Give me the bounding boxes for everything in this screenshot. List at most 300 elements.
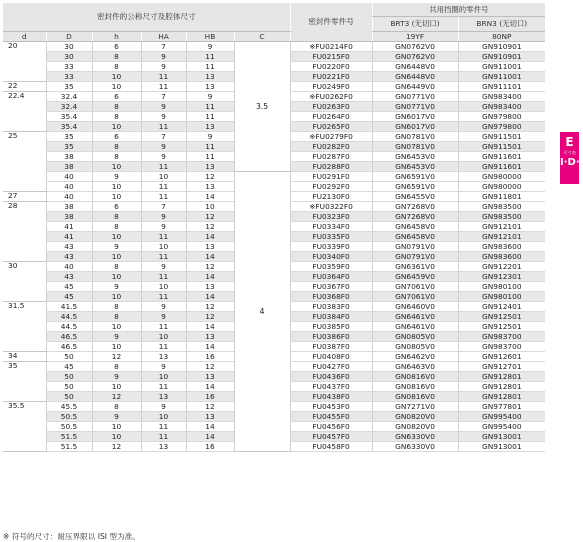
cell-brt3: GN6017V0 <box>372 122 458 132</box>
cell-ha: 9 <box>141 152 186 162</box>
cell-brn3: GN912501 <box>458 322 545 332</box>
cell-hb: 14 <box>186 232 234 242</box>
cell-d <box>3 382 46 392</box>
cell-d <box>3 292 46 302</box>
cell-hb: 10 <box>186 202 234 212</box>
cell-brn3: GN912701 <box>458 362 545 372</box>
cell-D: 51.5 <box>46 442 92 452</box>
col-d: d <box>3 32 46 42</box>
cell-part-no: FU0367F0 <box>290 282 372 292</box>
cell-hb: 16 <box>186 442 234 452</box>
cell-hb: 12 <box>186 402 234 412</box>
cell-ha: 13 <box>141 392 186 402</box>
cell-ha: 9 <box>141 62 186 72</box>
cell-brt3: GN6462V0 <box>372 352 458 362</box>
cell-D: 40 <box>46 172 92 182</box>
cell-D: 51.5 <box>46 432 92 442</box>
cell-ha: 11 <box>141 82 186 92</box>
cell-brn3: GN910901 <box>458 52 545 62</box>
cell-ha: 9 <box>141 52 186 62</box>
cell-part-no: FU0437F0 <box>290 382 372 392</box>
cell-D: 40 <box>46 262 92 272</box>
cell-hb: 9 <box>186 42 234 52</box>
cell-hb: 12 <box>186 262 234 272</box>
cell-part-no: FU0387F0 <box>290 342 372 352</box>
cell-D: 50 <box>46 352 92 362</box>
cell-d: 22 <box>3 82 46 92</box>
cell-h: 10 <box>92 432 141 442</box>
cell-d <box>3 232 46 242</box>
cell-brn3: GN983600 <box>458 242 545 252</box>
cell-D: 38 <box>46 152 92 162</box>
cell-part-no: FU0263F0 <box>290 102 372 112</box>
cell-part-no: FU0427F0 <box>290 362 372 372</box>
cell-D: 30 <box>46 52 92 62</box>
cell-brn3: GN911601 <box>458 162 545 172</box>
cell-D: 38 <box>46 202 92 212</box>
cell-brt3: GN7268V0 <box>372 212 458 222</box>
cell-brn3: GN912801 <box>458 382 545 392</box>
cell-brt3: GN6461V0 <box>372 312 458 322</box>
cell-part-no: FU0438F0 <box>290 392 372 402</box>
col-h: h <box>92 32 141 42</box>
cell-D: 30 <box>46 42 92 52</box>
cell-brn3: GN980100 <box>458 282 545 292</box>
cell-brt3: GN7271V0 <box>372 402 458 412</box>
col-D: D <box>46 32 92 42</box>
cell-d: 35.5 <box>8 401 25 410</box>
cell-D: 46.5 <box>46 342 92 352</box>
cell-part-no: FU2130F0 <box>290 192 372 202</box>
cell-part-no: FU0453F0 <box>290 402 372 412</box>
cell-brt3: GN0816V0 <box>372 392 458 402</box>
cell-D: 43 <box>46 242 92 252</box>
cell-part-no: FU0292F0 <box>290 182 372 192</box>
cell-part-no: FU0383F0 <box>290 302 372 312</box>
cell-h: 8 <box>92 52 141 62</box>
cell-part-no: FU0458F0 <box>290 442 372 452</box>
cell-brt3: GN7268V0 <box>372 202 458 212</box>
cell-h: 9 <box>92 332 141 342</box>
cell-ha: 9 <box>141 262 186 272</box>
brn3-header: BRN3 (无切口) <box>458 17 545 32</box>
cell-h: 12 <box>92 392 141 402</box>
cell-brt3: GN0816V0 <box>372 372 458 382</box>
cell-h: 9 <box>92 242 141 252</box>
cell-hb: 13 <box>186 412 234 422</box>
cell-hb: 14 <box>186 292 234 302</box>
cell-D: 35 <box>46 132 92 142</box>
cell-hb: 16 <box>186 352 234 362</box>
cell-D: 40 <box>46 182 92 192</box>
cell-d <box>3 272 46 282</box>
cell-ha: 11 <box>141 422 186 432</box>
cell-part-no: FU0323F0 <box>290 212 372 222</box>
cell-d <box>3 312 46 322</box>
cell-part-no: FU0288F0 <box>290 162 372 172</box>
cell-D: 43 <box>46 272 92 282</box>
cell-hb: 13 <box>186 332 234 342</box>
cell-ha: 11 <box>141 162 186 172</box>
cell-ha: 11 <box>141 432 186 442</box>
cell-ha: 9 <box>141 402 186 412</box>
cell-hb: 13 <box>186 82 234 92</box>
cell-brn3: GN913001 <box>458 432 545 442</box>
cell-d <box>3 102 46 112</box>
cell-hb: 13 <box>186 162 234 172</box>
cell-D: 33 <box>46 72 92 82</box>
cell-D: 41 <box>46 222 92 232</box>
cell-D: 35 <box>46 82 92 92</box>
cell-D: 50 <box>46 372 92 382</box>
cell-h: 6 <box>92 132 141 142</box>
cell-d: 27 <box>3 192 46 202</box>
cell-D: 35.4 <box>46 122 92 132</box>
cell-h: 10 <box>92 192 141 202</box>
col-HB: HB <box>186 32 234 42</box>
cell-brt3: GN6455V0 <box>372 192 458 202</box>
cell-ha: 11 <box>141 272 186 282</box>
cell-d <box>3 282 46 292</box>
cell-h: 9 <box>92 412 141 422</box>
cell-h: 8 <box>92 152 141 162</box>
cell-d <box>3 182 46 192</box>
cell-D: 50.5 <box>46 412 92 422</box>
cell-d <box>3 162 46 172</box>
cell-part-no: ※FU0214F0 <box>290 42 372 52</box>
cell-d <box>3 252 46 262</box>
cell-d <box>3 112 46 122</box>
cell-ha: 9 <box>141 212 186 222</box>
cell-hb: 11 <box>186 112 234 122</box>
section-code: I·D·I <box>560 157 583 168</box>
cell-hb: 11 <box>186 62 234 72</box>
cell-ha: 10 <box>141 282 186 292</box>
cell-h: 10 <box>92 122 141 132</box>
cell-h: 8 <box>92 212 141 222</box>
cell-d <box>3 52 46 62</box>
cell-h: 6 <box>92 92 141 102</box>
cell-part-no: ※FU0262F0 <box>290 92 372 102</box>
cell-h: 10 <box>92 382 141 392</box>
cell-ha: 11 <box>141 322 186 332</box>
dimension-table <box>3 3 545 452</box>
cell-ha: 11 <box>141 292 186 302</box>
footnote: ※ 符号的尺寸：耐压界限以 ISI 型为准。 <box>3 532 140 541</box>
cell-ha: 9 <box>141 362 186 372</box>
cell-d <box>3 122 46 132</box>
dims-header: 密封件的公称尺寸及腔体尺寸 <box>3 3 290 32</box>
cell-brt3: GN7061V0 <box>372 292 458 302</box>
cell-brn3: GN911601 <box>458 152 545 162</box>
cell-brn3: GN912201 <box>458 262 545 272</box>
cell-brt3: GN6458V0 <box>372 232 458 242</box>
cell-brt3: GN0791V0 <box>372 252 458 262</box>
section-letter: E <box>565 135 574 149</box>
cell-h: 8 <box>92 222 141 232</box>
cell-hb: 12 <box>186 312 234 322</box>
cell-ha: 11 <box>141 232 186 242</box>
cell-D: 45 <box>46 282 92 292</box>
cell-ha: 7 <box>141 42 186 52</box>
cell-d <box>3 72 46 82</box>
table-row <box>3 172 545 182</box>
cell-D: 41 <box>46 232 92 242</box>
cell-brn3: GN977801 <box>458 402 545 412</box>
cell-h: 8 <box>92 362 141 372</box>
cell-brt3: GN6591V0 <box>372 172 458 182</box>
cell-brt3: GN6460V0 <box>372 302 458 312</box>
cell-h: 10 <box>92 272 141 282</box>
cell-ha: 9 <box>141 112 186 122</box>
cell-brt3: GN6449V0 <box>372 82 458 92</box>
cell-ha: 10 <box>141 412 186 422</box>
cell-hb: 12 <box>186 212 234 222</box>
cell-ha: 7 <box>141 132 186 142</box>
cell-brt3: GN7061V0 <box>372 282 458 292</box>
cell-D: 38 <box>46 162 92 172</box>
cell-part-no: FU0384F0 <box>290 312 372 322</box>
cell-d: 25 <box>8 131 18 140</box>
cell-ha: 10 <box>141 172 186 182</box>
cell-d <box>3 332 46 342</box>
cell-h: 10 <box>92 162 141 172</box>
cell-part-no: FU0265F0 <box>290 122 372 132</box>
cell-ha: 13 <box>141 352 186 362</box>
cell-d <box>3 142 46 152</box>
cell-brt3: GN0762V0 <box>372 52 458 62</box>
cell-brn3: GN995400 <box>458 422 545 432</box>
cell-part-no: FU0291F0 <box>290 172 372 182</box>
cell-brt3: GN6591V0 <box>372 182 458 192</box>
cell-hb: 12 <box>186 362 234 372</box>
compat-header: 共用挡圈的零件号 <box>372 3 545 17</box>
cell-part-no: FU0455F0 <box>290 412 372 422</box>
cell-hb: 14 <box>186 382 234 392</box>
cell-h: 9 <box>92 372 141 382</box>
cell-part-no: FU0386F0 <box>290 332 372 342</box>
cell-D: 50.5 <box>46 422 92 432</box>
cell-h: 8 <box>92 262 141 272</box>
cell-part-no: FU0334F0 <box>290 222 372 232</box>
cell-brt3: GN0762V0 <box>372 42 458 52</box>
cell-brt3: GN0781V0 <box>372 142 458 152</box>
cell-brn3: GN912101 <box>458 232 545 242</box>
cell-part-no: FU0339F0 <box>290 242 372 252</box>
cell-d <box>3 422 46 432</box>
cell-brn3: GN912501 <box>458 312 545 322</box>
cell-h: 8 <box>92 112 141 122</box>
cell-D: 41.5 <box>46 302 92 312</box>
cell-brn3: GN983500 <box>458 202 545 212</box>
cell-hb: 11 <box>186 142 234 152</box>
cell-h: 10 <box>92 72 141 82</box>
cell-d: 28 <box>8 201 18 210</box>
cell-brn3: GN912401 <box>458 302 545 312</box>
cell-d <box>3 152 46 162</box>
cell-D: 33 <box>46 62 92 72</box>
cell-part-no: FU0385F0 <box>290 322 372 332</box>
cell-hb: 12 <box>186 302 234 312</box>
cell-h: 10 <box>92 82 141 92</box>
cell-brt3: GN0820V0 <box>372 422 458 432</box>
cell-hb: 13 <box>186 242 234 252</box>
section-tab <box>560 132 583 184</box>
col-C: C <box>234 32 290 42</box>
cell-part-no: ※FU0279F0 <box>290 132 372 142</box>
cell-brn3: GN911001 <box>458 72 545 82</box>
cell-h: 8 <box>92 402 141 412</box>
cell-brn3: GN983600 <box>458 252 545 262</box>
cell-part-no: FU0335F0 <box>290 232 372 242</box>
cell-brn3: GN980100 <box>458 292 545 302</box>
cell-brt3: GN6330V0 <box>372 432 458 442</box>
col-HA: HA <box>141 32 186 42</box>
cell-hb: 11 <box>186 52 234 62</box>
cell-brn3: GN911101 <box>458 82 545 92</box>
cell-D: 32.4 <box>46 92 92 102</box>
cell-brt3: GN0791V0 <box>372 242 458 252</box>
cell-brt3: GN6453V0 <box>372 162 458 172</box>
cell-hb: 9 <box>186 132 234 142</box>
cell-brt3: GN6459V0 <box>372 272 458 282</box>
cell-h: 9 <box>92 172 141 182</box>
cell-hb: 14 <box>186 192 234 202</box>
cell-brn3: GN912801 <box>458 372 545 382</box>
cell-brt3: GN0805V0 <box>372 342 458 352</box>
cell-hb: 14 <box>186 322 234 332</box>
cell-hb: 11 <box>186 102 234 112</box>
cell-ha: 11 <box>141 252 186 262</box>
cell-part-no: FU0456F0 <box>290 422 372 432</box>
cell-d <box>3 322 46 332</box>
cell-h: 10 <box>92 292 141 302</box>
cell-part-no: FU0282F0 <box>290 142 372 152</box>
cell-c: 3.5 <box>234 42 290 172</box>
cell-d <box>3 372 46 382</box>
cell-ha: 7 <box>141 92 186 102</box>
brt3-header: BRT3 (无切口) <box>372 17 458 32</box>
cell-hb: 13 <box>186 372 234 382</box>
cell-d <box>3 432 46 442</box>
cell-part-no: FU0220F0 <box>290 62 372 72</box>
cell-d <box>3 392 46 402</box>
cell-ha: 9 <box>141 312 186 322</box>
cell-brn3: GN983700 <box>458 332 545 342</box>
cell-hb: 13 <box>186 282 234 292</box>
cell-ha: 11 <box>141 72 186 82</box>
cell-h: 6 <box>92 42 141 52</box>
cell-ha: 10 <box>141 372 186 382</box>
cell-d <box>3 222 46 232</box>
cell-ha: 11 <box>141 382 186 392</box>
cell-D: 44.5 <box>46 312 92 322</box>
cell-part-no: FU0408F0 <box>290 352 372 362</box>
cell-d: 22.4 <box>8 91 25 100</box>
table-row <box>3 42 545 52</box>
cell-hb: 13 <box>186 122 234 132</box>
cell-part-no: FU0359F0 <box>290 262 372 272</box>
cell-brt3: GN0820V0 <box>372 412 458 422</box>
cell-ha: 11 <box>141 182 186 192</box>
cell-brt3: GN6330V0 <box>372 442 458 452</box>
cell-brt3: GN0816V0 <box>372 382 458 392</box>
cell-ha: 10 <box>141 332 186 342</box>
cell-D: 44.5 <box>46 322 92 332</box>
cell-D: 43 <box>46 252 92 262</box>
cell-d: 31.5 <box>8 301 25 310</box>
cell-ha: 10 <box>141 242 186 252</box>
cell-brt3: GN6458V0 <box>372 222 458 232</box>
cell-hb: 9 <box>186 92 234 102</box>
cell-hb: 14 <box>186 432 234 442</box>
part-no-header: 密封件零件号 <box>290 3 372 42</box>
cell-part-no: FU0340F0 <box>290 252 372 262</box>
cell-h: 9 <box>92 282 141 292</box>
cell-part-no: FU0457F0 <box>290 432 372 442</box>
cell-brn3: GN912101 <box>458 222 545 232</box>
cell-part-no: FU0364F0 <box>290 272 372 282</box>
cell-d <box>3 342 46 352</box>
cell-brt3: GN6463V0 <box>372 362 458 372</box>
cell-brn3: GN979800 <box>458 122 545 132</box>
cell-h: 12 <box>92 352 141 362</box>
cell-h: 10 <box>92 252 141 262</box>
cell-hb: 12 <box>186 172 234 182</box>
cell-brn3: GN911801 <box>458 192 545 202</box>
cell-brn3: GN995400 <box>458 412 545 422</box>
cell-D: 45.5 <box>46 402 92 412</box>
cell-brt3: GN0771V0 <box>372 92 458 102</box>
cell-part-no: FU0287F0 <box>290 152 372 162</box>
cell-brt3: GN0771V0 <box>372 102 458 112</box>
cell-part-no: FU0264F0 <box>290 112 372 122</box>
cell-hb: 14 <box>186 252 234 262</box>
cell-hb: 14 <box>186 422 234 432</box>
cell-h: 10 <box>92 182 141 192</box>
cell-brn3: GN912301 <box>458 272 545 282</box>
cell-D: 50 <box>46 382 92 392</box>
cell-brn3: GN983400 <box>458 102 545 112</box>
cell-brt3: GN6361V0 <box>372 262 458 272</box>
cell-part-no: FU0368F0 <box>290 292 372 302</box>
cell-h: 8 <box>92 62 141 72</box>
cell-brn3: GN980000 <box>458 182 545 192</box>
cell-part-no: FU0221F0 <box>290 72 372 82</box>
material-80np: 80NP <box>458 32 545 42</box>
cell-ha: 13 <box>141 442 186 452</box>
cell-brn3: GN912801 <box>458 392 545 402</box>
cell-ha: 9 <box>141 142 186 152</box>
cell-D: 40 <box>46 192 92 202</box>
cell-h: 12 <box>92 442 141 452</box>
cell-brt3: GN6448V0 <box>372 72 458 82</box>
cell-hb: 11 <box>186 152 234 162</box>
cell-D: 45 <box>46 362 92 372</box>
cell-ha: 11 <box>141 192 186 202</box>
cell-d: 30 <box>8 261 18 270</box>
cell-brn3: GN980000 <box>458 172 545 182</box>
cell-ha: 11 <box>141 342 186 352</box>
cell-h: 8 <box>92 102 141 112</box>
cell-brt3: GN0781V0 <box>372 132 458 142</box>
material-19yf: 19YF <box>372 32 458 42</box>
cell-d <box>3 62 46 72</box>
cell-ha: 9 <box>141 222 186 232</box>
cell-brn3: GN913001 <box>458 442 545 452</box>
cell-ha: 9 <box>141 302 186 312</box>
cell-D: 35.4 <box>46 112 92 122</box>
